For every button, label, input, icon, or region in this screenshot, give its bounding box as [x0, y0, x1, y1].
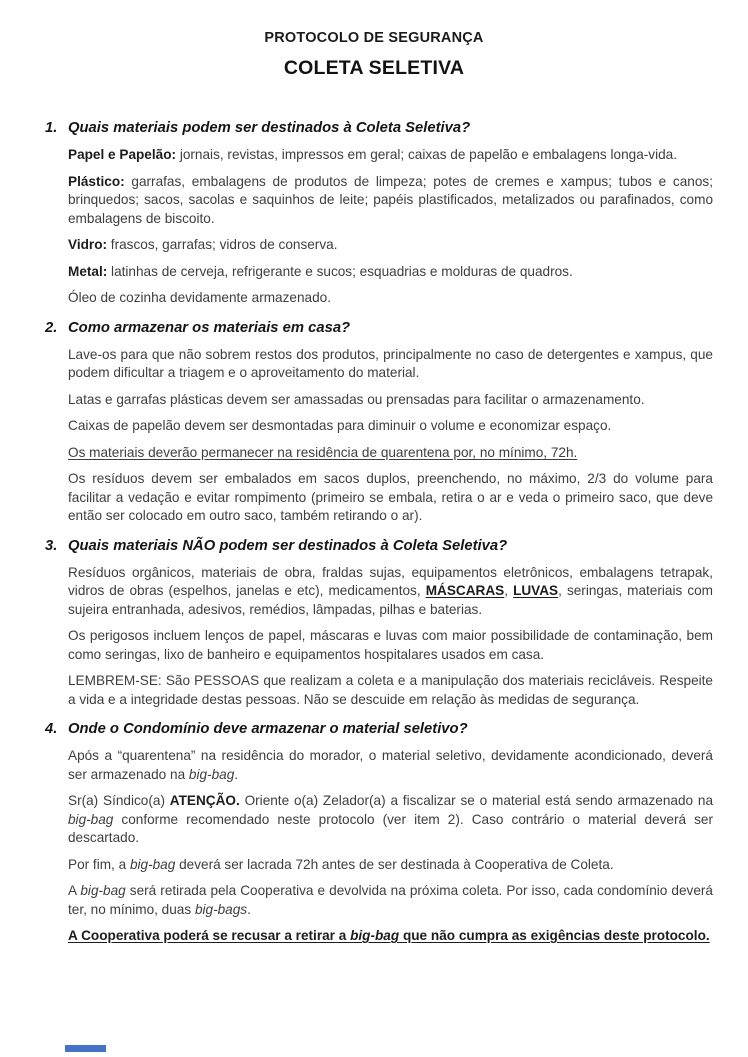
paragraph: [68, 236, 713, 255]
text-run: big-bag: [188, 766, 235, 782]
section-number: 3.: [45, 537, 58, 554]
paragraph: [68, 564, 713, 620]
text-run: , seringas, materiais com sujeira entranhada, adesivos, remédios, lâmpadas, pilhas e baterias.: [68, 583, 714, 617]
text-run: Sr(a) Síndico(a): [68, 793, 170, 808]
text-run: Vidro:: [68, 237, 108, 252]
section-materiais-nao-permitidos: [45, 537, 713, 710]
text-run: Caixas de papelão devem ser desmontadas para diminuir o volume e economizar espaço.: [68, 418, 612, 433]
text-run: big-bag: [68, 811, 114, 827]
text-run: frascos, garrafas; vidros de conserva.: [107, 237, 338, 252]
text-run: Por fim, a: [68, 856, 130, 872]
text-run: jornais, revistas, impressos em geral; caixas de papelão e embalagens longa-vida.: [176, 147, 678, 162]
section-title: Quais materiais podem ser destinados à Coleta Seletiva?: [68, 120, 471, 136]
paragraph: [68, 173, 713, 229]
section-paragraphs: [68, 146, 713, 308]
text-run: Oriente o(a) Zelador(a) a fiscalizar se o material está sendo armazenado na: [239, 793, 714, 808]
text-run: Os materiais deverão permanecer na residência de quarentena por, no mínimo, 72h.: [68, 444, 578, 460]
text-run: A Cooperativa poderá se recusar a retirar a: [68, 928, 351, 943]
section-number: 2.: [45, 319, 58, 336]
text-run: MÁSCARAS: [425, 583, 505, 598]
paragraph: [68, 470, 713, 526]
text-run: Plástico:: [68, 173, 125, 189]
text-run: Lave-os para que não sobrem restos dos produtos, principalmente no caso de detergentes e xampus, que podem dificultar a triagem e o aproveitamento do material.: [68, 346, 713, 380]
document-kicker: PROTOCOLO DE SEGURANÇA: [264, 30, 484, 46]
paragraph: [68, 289, 713, 308]
section-heading-row: [45, 537, 713, 556]
text-run: conforme recomendado neste protocolo (ver item 2). Caso contrário o material deverá ser descartado.: [68, 811, 713, 845]
text-run: Óleo de cozinha devidamente armazenado.: [68, 290, 331, 305]
text-run: .: [234, 766, 239, 782]
text-run: Os perigosos incluem lenços de papel, máscaras e luvas com maior possibilidade de contaminação, bem como seringas, lixo de banheiro e equipamentos hospitalares usados em casa.: [68, 628, 713, 662]
section-paragraphs: [68, 747, 713, 946]
document-body: [0, 80, 748, 946]
text-run: Papel e Papelão:: [68, 147, 177, 162]
paragraph: [68, 417, 713, 436]
paragraph: [68, 346, 713, 383]
paragraph: [68, 856, 713, 875]
text-run: LEMBREM-SE: São PESSOAS que realizam a coleta e a manipulação dos materiais recicláveis. Respeite a vida e a integridade destas pessoas. Não se descuide em relação às medidas de segurança.: [68, 673, 713, 707]
text-run: ,: [504, 583, 514, 598]
paragraph: [68, 747, 713, 784]
paragraph: [68, 627, 713, 664]
section-armazenar-em-casa: [45, 319, 713, 526]
document-header: [0, 0, 748, 80]
text-run: big-bag: [80, 883, 126, 898]
text-run: Metal:: [68, 263, 108, 279]
text-run: big-bags: [194, 901, 248, 917]
footer-accent-bar: [65, 1045, 106, 1052]
paragraph: [68, 792, 713, 848]
text-run: deverá ser lacrada 72h antes de ser destinada à Cooperativa de Coleta.: [175, 856, 614, 872]
text-run: LUVAS: [513, 583, 559, 598]
paragraph: [68, 391, 713, 410]
text-run: será retirada pela Cooperativa e devolvida na próxima coleta. Por isso, cada condomínio deverá ter, no mínimo, duas: [68, 883, 713, 917]
page-title: COLETA SELETIVA: [283, 57, 465, 79]
text-run: ATENÇÃO.: [169, 793, 240, 808]
section-paragraphs: [68, 564, 713, 710]
section-heading-row: [45, 319, 713, 338]
text-run: Latas e garrafas plásticas devem ser amassadas ou prensadas para facilitar o armazenamento.: [68, 391, 645, 407]
section-armazenamento-condominio: [45, 720, 713, 946]
text-run: latinhas de cerveja, refrigerante e sucos; esquadrias e molduras de quadros.: [107, 263, 573, 279]
section-number: 4.: [45, 721, 58, 737]
section-materiais-permitidos: [45, 119, 713, 308]
paragraph: [68, 927, 713, 946]
text-run: A: [68, 883, 81, 898]
section-paragraphs: [68, 346, 713, 526]
text-run: Resíduos orgânicos, materiais de obra, fraldas sujas, equipamentos eletrônicos, embalagens tetrapak, vidros de obras (espelhos, janelas e etc), medicamentos,: [68, 564, 713, 598]
section-heading-row: [45, 119, 713, 138]
paragraph: [68, 146, 713, 165]
paragraph: [68, 672, 713, 709]
text-run: Após a “quarentena” na residência do morador, o material seletivo, devidamente acondicionado, deverá ser armazenado na: [68, 748, 713, 782]
text-run: big-bag: [129, 856, 176, 872]
text-run: .: [247, 901, 251, 917]
paragraph: [68, 263, 713, 282]
text-run: garrafas, embalagens de produtos de limpeza; potes de cremes e xampus; tubos e canos; brinquedos; sacos, sacolas e saquinhos de leite; papéis plastificados, metalizados ou parafinados, como embalagens de biscoito.: [68, 173, 713, 226]
section-number: 1.: [45, 120, 58, 136]
paragraph: [68, 444, 713, 463]
section-heading-row: [45, 720, 713, 739]
section-title: Como armazenar os materiais em casa?: [68, 319, 351, 336]
text-run: Os resíduos devem ser embalados em sacos duplos, preenchendo, no máximo, 2/3 do volume para facilitar a vedação e evitar rompimento (primeiro se embala, retira o ar e veda o primeiro saco, que deve então ser colocado em outro saco, também retirando o ar).: [68, 471, 713, 523]
text-run: big-bag: [350, 928, 400, 943]
section-title: Quais materiais NÃO podem ser destinados à Coleta Seletiva?: [68, 537, 508, 554]
text-run: que não cumpra as exigências deste protocolo.: [399, 928, 710, 943]
section-title: Onde o Condomínio deve armazenar o material seletivo?: [68, 721, 468, 737]
paragraph: [68, 882, 713, 919]
